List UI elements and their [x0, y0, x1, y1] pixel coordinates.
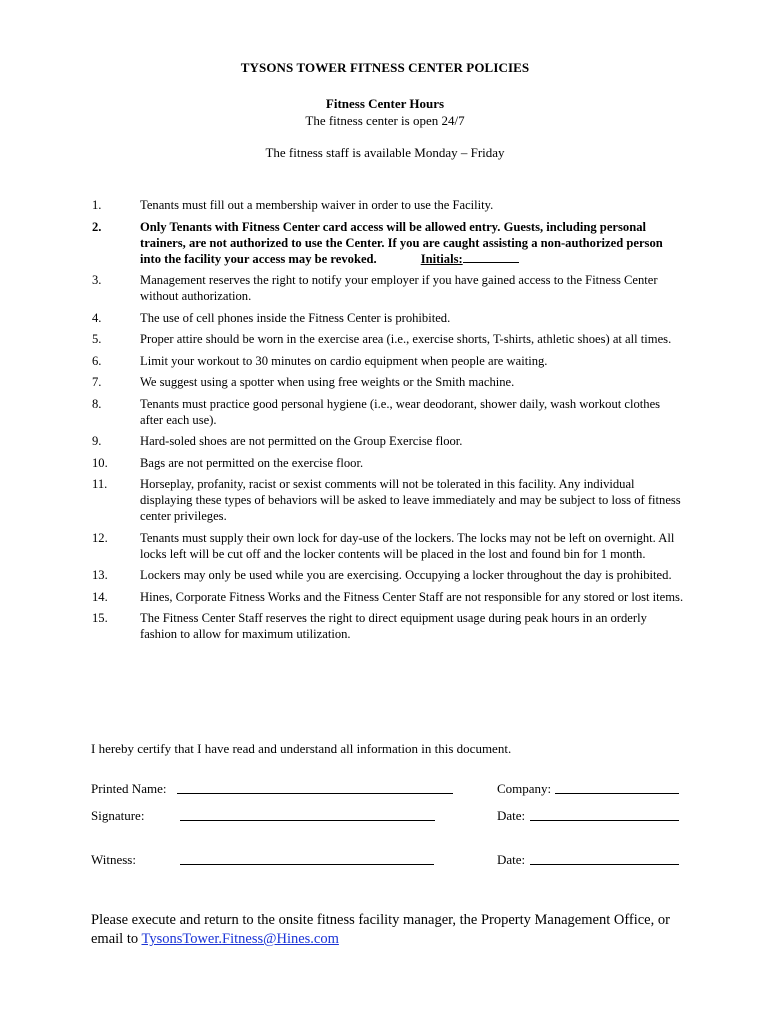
hours-open-text: The fitness center is open 24/7	[305, 113, 465, 128]
rule-item	[92, 567, 684, 583]
rule-text: Horseplay, profanity, racist or sexist comments will not be tolerated in this facility. Any individual displaying these types of behaviors will be asked to leave immediately and may be subject to loss of fitness center privileges.	[140, 477, 681, 523]
rule-number: 3.	[92, 273, 102, 287]
rule-number: 10.	[92, 455, 108, 470]
rule-text: Tenants must practice good personal hygiene (i.e., wear deodorant, shower daily, wash workout clothes after each use).	[140, 396, 661, 427]
rule-text: We suggest using a spotter when using free weights or the Smith machine.	[140, 375, 515, 389]
rule-number: 9.	[92, 434, 102, 448]
initials-blank[interactable]	[463, 251, 519, 263]
witness-label: Witness:	[91, 852, 136, 867]
date-label: Date:	[497, 852, 526, 867]
rule-text: Hines, Corporate Fitness Works and the Fitness Center Staff are not responsible for any stored or lost items.	[140, 589, 684, 604]
rule-item	[92, 476, 684, 524]
hours-heading: Fitness Center Hours	[325, 96, 445, 111]
rule-item	[92, 530, 684, 562]
rule-item	[92, 433, 684, 449]
rule-number: 4.	[92, 310, 102, 325]
rule-item	[92, 589, 684, 605]
company-field[interactable]	[555, 793, 679, 794]
certification-statement: I hereby certify that I have read and understand all information in this document.	[91, 741, 512, 756]
signature-date-field[interactable]	[530, 820, 679, 821]
rule-number: 13.	[92, 568, 108, 582]
rule-text: Management reserves the right to notify your employer if you have gained access to the Fitness Center without authorization.	[140, 273, 658, 303]
initials-field[interactable]	[421, 251, 519, 267]
rule-text: Tenants must fill out a membership waiver in order to use the Facility.	[140, 198, 494, 212]
staff-availability-text: The fitness staff is available Monday – Friday	[265, 145, 505, 160]
rule-item	[92, 310, 684, 326]
rule-text: Bags are not permitted on the exercise floor.	[140, 455, 364, 470]
signature-label: Signature:	[91, 808, 145, 823]
rule-text: Proper attire should be worn in the exercise area (i.e., exercise shorts, T-shirts, athletic shoes) at all times.	[140, 332, 672, 346]
signature-field[interactable]	[180, 820, 435, 821]
rule-number: 15.	[92, 611, 108, 625]
email-link[interactable]: TysonsTower.Fitness@Hines.com	[141, 931, 339, 947]
rule-number: 8.	[92, 396, 102, 411]
rule-item	[92, 455, 684, 471]
rule-number: 1.	[92, 198, 102, 212]
rule-text: Lockers may only be used while you are exercising. Occupying a locker throughout the day is prohibited.	[140, 568, 672, 582]
rule-item	[92, 219, 684, 267]
company-label: Company:	[497, 781, 552, 796]
rule-number: 11.	[92, 477, 108, 491]
initials-label: Initials:	[420, 251, 463, 266]
rule-number: 5.	[92, 332, 102, 346]
rule-item	[92, 396, 684, 428]
return-instructions-text: Please execute and return to the onsite fitness facility manager, the Property Management Office, or email to	[91, 912, 670, 947]
rule-item	[92, 374, 684, 390]
return-instructions	[91, 911, 691, 949]
printed-name-field[interactable]	[177, 793, 453, 794]
date-label: Date:	[497, 808, 526, 823]
rule-item	[92, 197, 684, 213]
rule-text: Only Tenants with Fitness Center card access will be allowed entry. Guests, including personal trainers, are not authorized to use the Center. If you are caught assisting a non-authorized person into the facility your access may be revoked.	[140, 219, 663, 266]
rule-text-bold	[140, 219, 684, 267]
page-title: TYSONS TOWER FITNESS CENTER POLICIES	[240, 60, 530, 75]
rules-list	[92, 197, 684, 648]
rule-number: 7.	[92, 375, 102, 389]
rule-text: The Fitness Center Staff reserves the right to direct equipment usage during peak hours in an orderly fashion to allow for maximum utilization.	[140, 611, 647, 641]
rule-number: 12.	[92, 530, 108, 545]
rule-number: 2.	[92, 219, 102, 234]
rule-number: 6.	[92, 353, 102, 368]
rule-item	[92, 331, 684, 347]
rule-text: Hard-soled shoes are not permitted on the Group Exercise floor.	[140, 434, 463, 448]
rule-item	[92, 272, 684, 304]
rule-text: Tenants must supply their own lock for day-use of the lockers. The locks may not be left on overnight. All locks left will be cut off and the locker contents will be placed in the lost and found bin for 1 month.	[140, 530, 675, 561]
witness-field[interactable]	[180, 864, 434, 865]
rule-text: The use of cell phones inside the Fitness Center is prohibited.	[140, 310, 451, 325]
rule-text: Limit your workout to 30 minutes on cardio equipment when people are waiting.	[140, 353, 548, 368]
rule-number: 14.	[92, 589, 108, 604]
witness-date-field[interactable]	[530, 864, 679, 865]
rule-item	[92, 353, 684, 369]
printed-name-label: Printed Name:	[91, 781, 167, 796]
rule-item	[92, 610, 684, 642]
